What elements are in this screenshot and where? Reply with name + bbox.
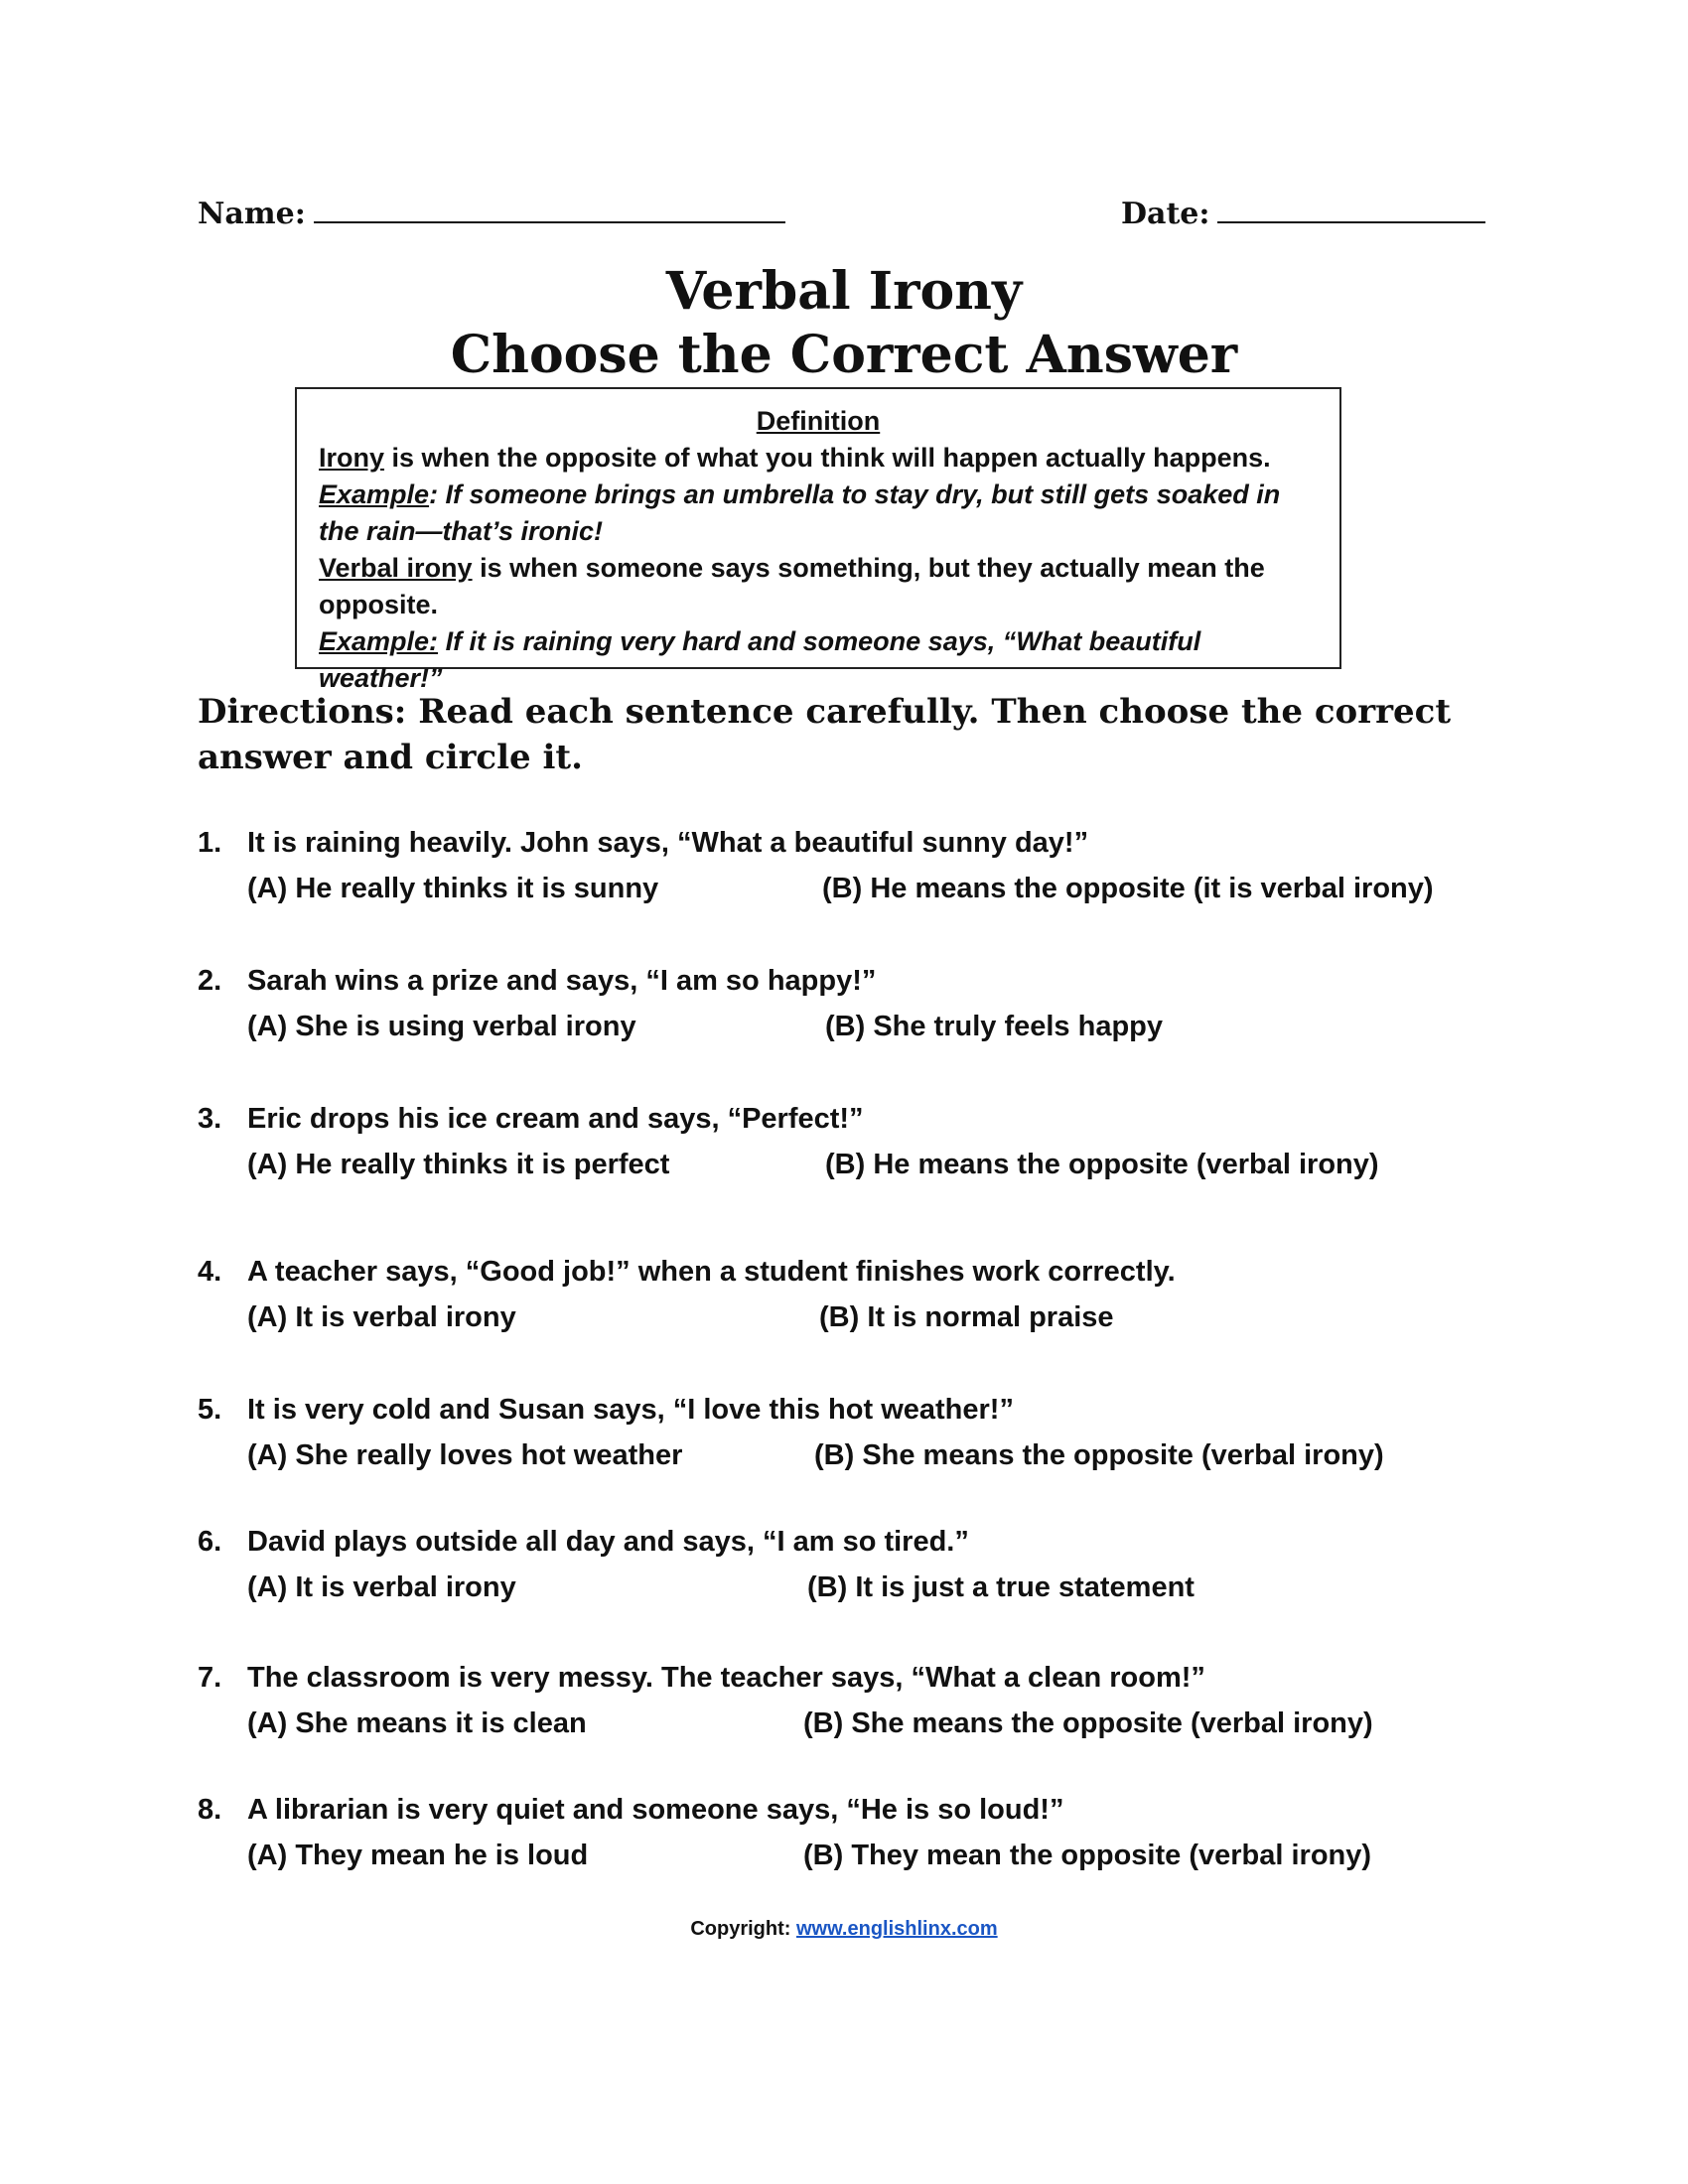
option-a[interactable]: (A) It is verbal irony (247, 1571, 516, 1603)
option-a[interactable]: (A) He really thinks it is perfect (247, 1149, 670, 1180)
irony-term: Irony (319, 443, 385, 473)
option-a[interactable]: (A) He really thinks it is sunny (247, 873, 659, 904)
option-b[interactable]: (B) She means the opposite (verbal irony) (814, 1439, 1384, 1471)
question-text: It is very cold and Susan says, “I love this hot weather!” (247, 1394, 1014, 1426)
question-text: It is raining heavily. John says, “What a beautiful sunny day!” (247, 827, 1089, 859)
example-text: If it is raining very hard and someone says, “What beautiful weather!” (319, 626, 1201, 693)
example-text: : If someone brings an umbrella to stay dry, but still gets soaked in the rain—that’s ironic! (319, 479, 1281, 546)
question-number: 8. (198, 1794, 222, 1826)
question-number: 2. (198, 965, 222, 997)
date-blank-line[interactable] (1217, 198, 1485, 223)
question-text: Sarah wins a prize and says, “I am so happy!” (247, 965, 877, 997)
verbal-irony-definition (319, 550, 1318, 623)
example-label: Example: (319, 626, 439, 656)
option-b[interactable]: (B) It is just a true statement (807, 1571, 1195, 1603)
definition-box (295, 387, 1341, 693)
question-number: 3. (198, 1103, 222, 1135)
irony-definition (319, 440, 1318, 477)
name-blank-line[interactable] (314, 198, 785, 223)
option-a[interactable]: (A) She is using verbal irony (247, 1011, 636, 1042)
copyright-link[interactable]: www.englishlinx.com (796, 1918, 998, 1940)
option-a[interactable]: (A) They mean he is loud (247, 1840, 589, 1871)
irony-example (319, 477, 1318, 550)
name-label: Name: (198, 197, 306, 231)
option-b[interactable]: (B) He means the opposite (verbal irony) (825, 1149, 1379, 1180)
option-a[interactable]: (A) She really loves hot weather (247, 1439, 683, 1471)
example-label: Example (319, 479, 430, 509)
question-number: 5. (198, 1394, 222, 1426)
question-number: 6. (198, 1526, 222, 1558)
option-b[interactable]: (B) They mean the opposite (verbal irony) (803, 1840, 1372, 1871)
date-field (1121, 197, 1485, 231)
option-a[interactable]: (A) It is verbal irony (247, 1301, 516, 1333)
page-title: Verbal Irony (665, 261, 1023, 322)
question-number: 4. (198, 1256, 222, 1288)
name-field (198, 197, 785, 231)
question-text: The classroom is very messy. The teacher says, “What a clean room!” (247, 1662, 1205, 1694)
option-b[interactable]: (B) She truly feels happy (825, 1011, 1164, 1042)
copyright-label: Copyright: (690, 1918, 796, 1940)
option-a[interactable]: (A) She means it is clean (247, 1707, 587, 1739)
directions-text: Directions: Read each sentence carefully. Then choose the correct answer and circle it. (198, 692, 1452, 777)
date-label: Date: (1121, 197, 1210, 231)
verbal-irony-text: is when someone says something, but they actually mean the opposite. (319, 553, 1265, 619)
copyright-footer (0, 1918, 1688, 1941)
question-number: 7. (198, 1662, 222, 1694)
verbal-irony-term: Verbal irony (319, 553, 473, 583)
question-text: David plays outside all day and says, “I am so tired.” (247, 1526, 969, 1558)
header-fields (198, 197, 1488, 240)
option-b[interactable]: (B) She means the opposite (verbal irony) (803, 1707, 1373, 1739)
page-subtitle: Choose the Correct Answer (450, 325, 1238, 385)
definition-heading: Definition (756, 406, 881, 436)
question-number: 1. (198, 827, 222, 859)
question-text: A teacher says, “Good job!” when a student finishes work correctly. (247, 1256, 1176, 1288)
irony-text: is when the opposite of what you think will happen actually happens. (384, 443, 1271, 473)
question-text: Eric drops his ice cream and says, “Perfect!” (247, 1103, 864, 1135)
verbal-irony-example (319, 623, 1318, 697)
question-text: A librarian is very quiet and someone says, “He is so loud!” (247, 1794, 1064, 1826)
option-b[interactable]: (B) He means the opposite (it is verbal irony) (822, 873, 1434, 904)
option-b[interactable]: (B) It is normal praise (819, 1301, 1114, 1333)
